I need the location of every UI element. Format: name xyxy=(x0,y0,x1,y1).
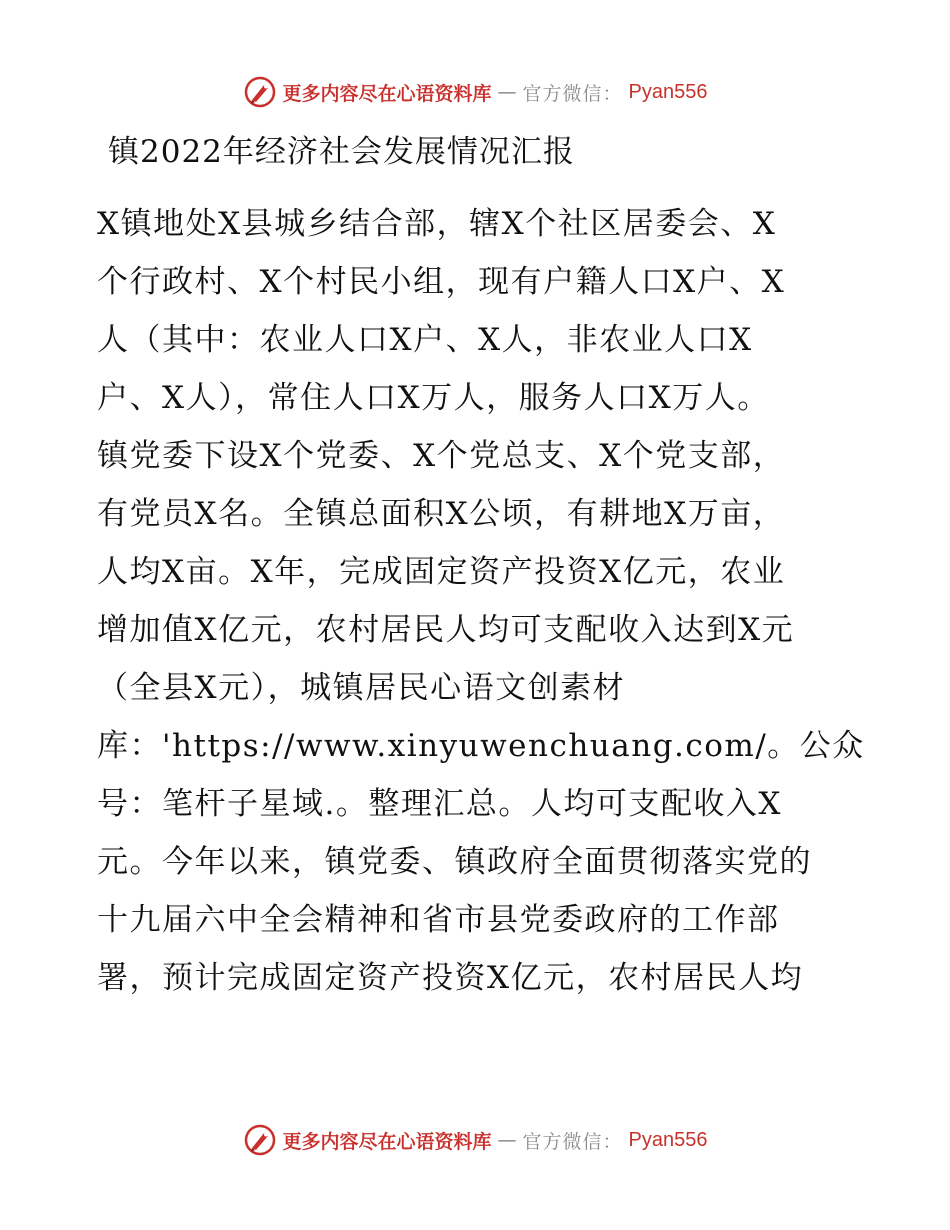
banner-wechat-id: Pyan556 xyxy=(628,80,708,103)
body-line: 镇党委下设X个党委、X个党总支、X个党支部， xyxy=(97,438,786,474)
banner-main-text: 更多内容尽在心语资料库 xyxy=(282,82,492,105)
banner-dash: — xyxy=(497,81,517,103)
body-line: 号：笔杆子星域.。整理汇总。人均可支配收入X xyxy=(97,786,782,822)
body-line: 个行政村、X个村民小组，现有户籍人口X户、X xyxy=(97,264,786,300)
body-line: 户、X人），常住人口X万人，服务人口X万人。 xyxy=(97,380,770,416)
pen-logo-icon xyxy=(243,1123,277,1157)
document-body xyxy=(97,195,865,1007)
banner-official-label: 官方微信： xyxy=(522,1130,623,1153)
banner-wechat-id: Pyan556 xyxy=(628,1128,708,1151)
body-line: 人（其中：农业人口X户、X人，非农业人口X xyxy=(97,322,753,358)
body-line: 十九届六中全会精神和省市县党委政府的工作部 xyxy=(97,902,780,938)
body-line: 增加值X亿元，农村居民人均可支配收入达到X元 xyxy=(97,612,795,648)
body-line: 元。今年以来，镇党委、镇政府全面贯彻落实党的 xyxy=(97,844,812,880)
banner-main-text: 更多内容尽在心语资料库 xyxy=(282,1130,492,1153)
body-line: X镇地处X县城乡结合部，辖X个社区居委会、X xyxy=(97,206,777,242)
banner-official-label: 官方微信： xyxy=(522,82,623,105)
body-line: 署，预计完成固定资产投资X亿元，农村居民人均 xyxy=(97,960,804,996)
pen-logo-icon xyxy=(243,75,277,109)
body-line: 有党员X名。全镇总面积X公顷，有耕地X万亩， xyxy=(97,496,786,532)
body-line-url: 库：'https://www.xinyuwenchuang.com/。公众 xyxy=(97,728,865,764)
body-line: （全县X元），城镇居民心语文创素材 xyxy=(97,670,626,706)
header-banner xyxy=(0,72,950,112)
document-title: 镇2022年经济社会发展情况汇报 xyxy=(108,134,575,170)
banner-content xyxy=(243,75,708,109)
body-line: 人均X亩。X年，完成固定资产投资X亿元，农业 xyxy=(97,554,786,590)
banner-content xyxy=(243,1123,708,1157)
footer-banner xyxy=(0,1120,950,1160)
banner-dash: — xyxy=(497,1129,517,1151)
